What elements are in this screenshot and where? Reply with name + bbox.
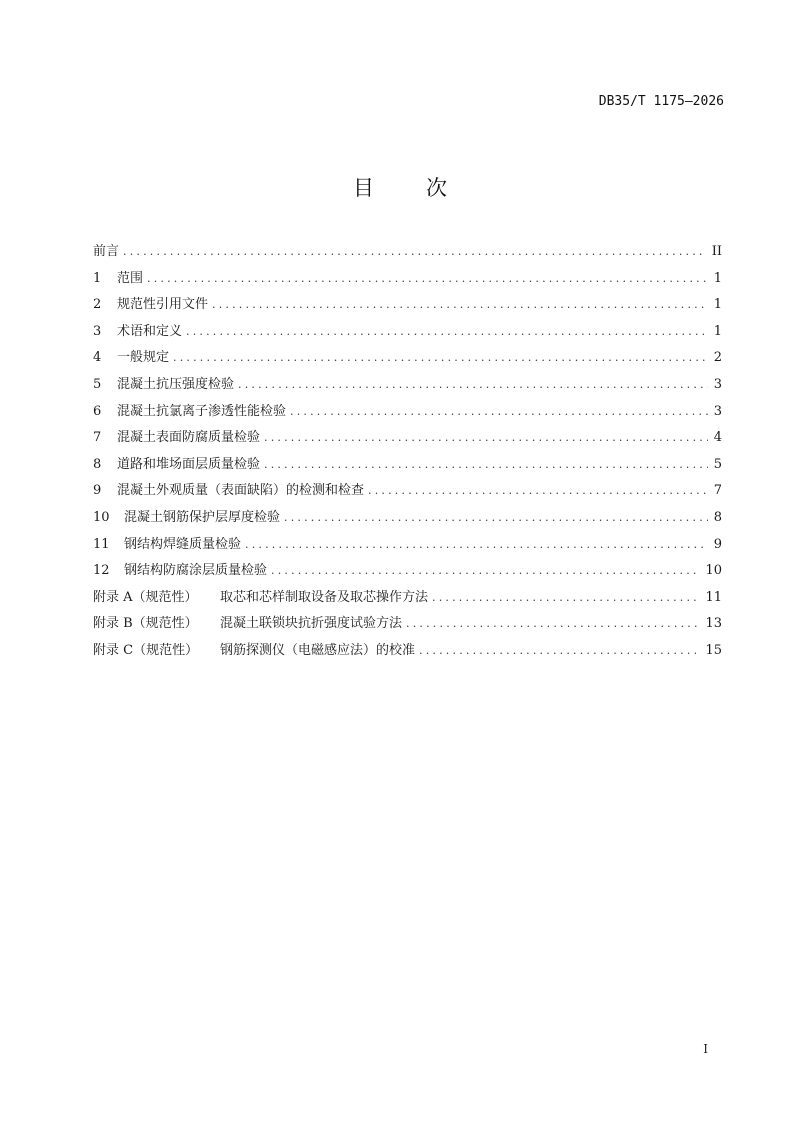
toc-section-number: 5: [93, 376, 102, 392]
toc-page-number: 1: [713, 297, 722, 313]
toc-section-number: 12: [93, 563, 110, 579]
toc-entry-11[interactable]: [93, 535, 722, 562]
dot-leader: [238, 375, 708, 395]
annex-prefix: 附录 B（规范性）: [93, 616, 198, 632]
dot-leader: [212, 295, 708, 315]
toc-section-number: 8: [93, 456, 102, 472]
toc-annex-c[interactable]: [93, 641, 722, 668]
toc-page-number: 4: [713, 430, 722, 446]
toc-entry-8[interactable]: [93, 455, 722, 482]
toc-entry-1[interactable]: [93, 269, 722, 296]
dot-leader: [368, 481, 708, 501]
toc-page-number: 10: [705, 563, 722, 579]
toc-entry-label: 一般规定: [117, 350, 170, 366]
dot-leader: [264, 455, 708, 475]
toc-entry-7[interactable]: [93, 428, 722, 455]
toc-page-number: 5: [713, 456, 722, 472]
toc-page-number: II: [711, 244, 722, 259]
dot-leader: [432, 588, 699, 608]
toc-entry-label: 混凝土外观质量（表面缺陷）的检测和检查: [117, 483, 365, 499]
toc-page-number: 11: [705, 589, 722, 605]
toc-entry-label: 钢结构焊缝质量检验: [124, 536, 242, 552]
toc-entry-label: 规范性引用文件: [117, 297, 209, 313]
toc-section-number: 9: [93, 483, 102, 499]
toc-entry-label: 术语和定义: [117, 323, 183, 339]
toc-entry-foreword[interactable]: [93, 242, 722, 269]
dot-leader: [264, 428, 708, 448]
toc-entry-label: 取芯和芯样制取设备及取芯操作方法: [220, 589, 429, 605]
toc-page-number: 13: [705, 616, 722, 632]
dot-leader: [123, 242, 706, 262]
toc-section-number: 2: [93, 297, 102, 313]
annex-prefix: 附录 C（规范性）: [93, 642, 199, 658]
toc-page-number: 8: [713, 509, 722, 525]
toc-page-number: 7: [713, 483, 722, 499]
toc-entry-label: 混凝土表面防腐质量检验: [117, 430, 261, 446]
toc-annex-b[interactable]: [93, 614, 722, 641]
dot-leader: [284, 508, 708, 528]
toc-entry-4[interactable]: [93, 348, 722, 375]
annex-prefix: 附录 A（规范性）: [93, 589, 198, 605]
toc-page-number: 15: [705, 642, 722, 658]
toc-section-number: 10: [93, 509, 110, 525]
dot-leader: [271, 561, 699, 581]
title-char-2: 次: [426, 176, 447, 200]
toc-section-number: 6: [93, 403, 102, 419]
toc-entry-label: 钢结构防腐涂层质量检验: [124, 563, 268, 579]
toc-entry-6[interactable]: [93, 402, 722, 429]
toc-page-number: 1: [713, 323, 722, 339]
toc-section-number: 1: [93, 270, 102, 286]
dot-leader: [290, 402, 708, 422]
toc-entry-label: 混凝土联锁块抗折强度试验方法: [220, 616, 403, 632]
toc-entry-12[interactable]: [93, 561, 722, 588]
toc-page-number: 1: [713, 270, 722, 286]
toc-section-number: 3: [93, 323, 102, 339]
standard-code: DB35/T 1175—2026: [598, 94, 724, 109]
toc-section-number: 7: [93, 430, 102, 446]
title-char-1: 目: [353, 176, 374, 200]
toc-entry-label: 混凝土抗氯离子渗透性能检验: [117, 403, 287, 419]
dot-leader: [186, 322, 708, 342]
toc-page-number: 2: [713, 350, 722, 366]
toc-entry-label: 前言: [93, 244, 120, 259]
toc-entry-5[interactable]: [93, 375, 722, 402]
toc-entry-label: 混凝土钢筋保护层厚度检验: [124, 509, 281, 525]
table-of-contents: [93, 242, 722, 668]
toc-entry-3[interactable]: [93, 322, 722, 349]
toc-page-number: 3: [713, 403, 722, 419]
dot-leader: [419, 641, 699, 661]
toc-page-number: 3: [713, 376, 722, 392]
toc-page-number: 9: [713, 536, 722, 552]
toc-entry-2[interactable]: [93, 295, 722, 322]
dot-leader: [173, 348, 708, 368]
toc-entry-9[interactable]: [93, 481, 722, 508]
toc-annex-a[interactable]: [93, 588, 722, 615]
dot-leader: [406, 614, 699, 634]
toc-entry-label: 范围: [117, 270, 144, 286]
toc-section-number: 11: [93, 536, 110, 552]
toc-entry-label: 混凝土抗压强度检验: [117, 376, 235, 392]
page-number: I: [703, 1042, 708, 1056]
toc-entry-label: 钢筋探测仪（电磁感应法）的校准: [220, 642, 416, 658]
toc-section-number: 4: [93, 350, 102, 366]
toc-entry-label: 道路和堆场面层质量检验: [117, 456, 261, 472]
dot-leader: [245, 535, 708, 555]
toc-entry-10[interactable]: [93, 508, 722, 535]
page-title: [0, 172, 800, 202]
dot-leader: [147, 269, 708, 289]
